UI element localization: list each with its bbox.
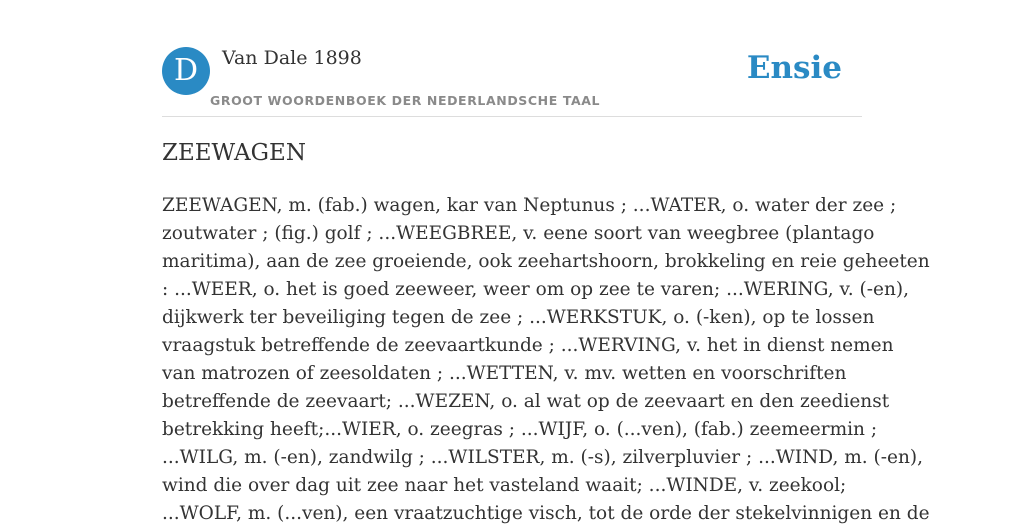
entry-line: ...WOLF, m. (...ven), een vraatzuchtige visch, tot de orde der stekelvinnigen en de bbox=[162, 503, 930, 524]
entry-line: zoutwater ; (fig.) golf ; ...WEEGBREE, v. eene soort van weegbree (plantago bbox=[162, 223, 875, 244]
entry-line: betrekking heeft;...WIER, o. zeegras ; ...WIJF, o. (...ven), (fab.) zeemeermin ; bbox=[162, 419, 878, 440]
dictionary-subtitle: GROOT WOORDENBOEK DER NEDERLANDSCHE TAAL bbox=[210, 93, 601, 108]
entry-line: vraagstuk betreffende de zeevaartkunde ; ...WERVING, v. het in dienst nemen bbox=[162, 335, 894, 356]
ensie-brand-logo[interactable]: Ensie bbox=[746, 50, 842, 86]
entry-body bbox=[162, 192, 930, 528]
entry-line: wind die over dag uit zee naar het vasteland waait; ...WINDE, v. zeekool; bbox=[162, 475, 847, 496]
entry-line: ZEEWAGEN, m. (fab.) wagen, kar van Neptunus ; ...WATER, o. water der zee ; bbox=[162, 195, 897, 216]
entry-title: ZEEWAGEN bbox=[162, 140, 306, 166]
entry-line: van matrozen of zeesoldaten ; ...WETTEN, v. mv. wetten en voorschriften bbox=[162, 363, 847, 384]
entry-line: ...WILG, m. (-en), zandwilg ; ...WILSTER, m. (-s), zilverpluvier ; ...WIND, m. (-en), bbox=[162, 447, 923, 468]
dictionary-logo[interactable]: D bbox=[162, 47, 210, 95]
dictionary-title[interactable]: Van Dale 1898 bbox=[222, 47, 362, 69]
entry-line: : ...WEER, o. het is goed zeeweer, weer om op zee te varen; ...WERING, v. (-en), bbox=[162, 279, 909, 300]
entry-line: betreffende de zeevaart; ...WEZEN, o. al wat op de zeevaart en den zeedienst bbox=[162, 391, 890, 412]
entry-line: maritima), aan de zee groeiende, ook zeehartshoorn, brokkeling en reie geheeten bbox=[162, 251, 930, 272]
entry-line: dijkwerk ter beveiliging tegen de zee ; ...WERKSTUK, o. (-ken), op te lossen bbox=[162, 307, 875, 328]
site-header bbox=[162, 46, 862, 117]
